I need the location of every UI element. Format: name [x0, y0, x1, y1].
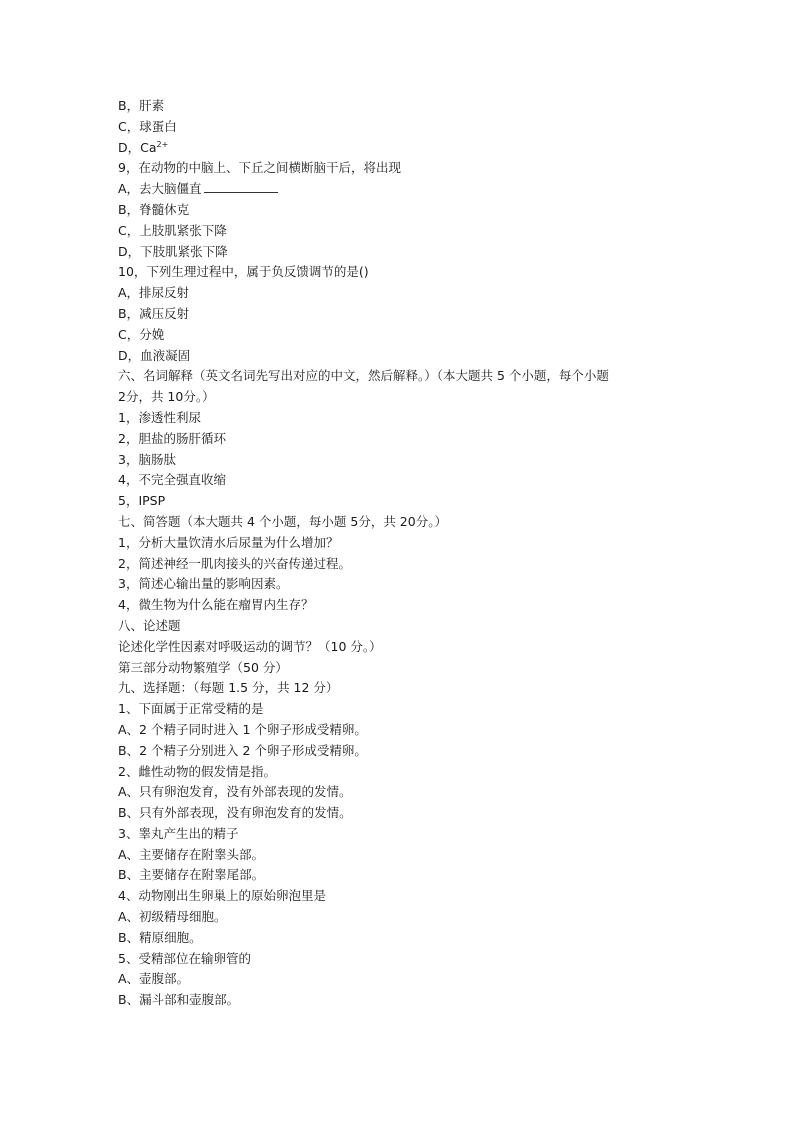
- option-b-heparin: B，肝素: [118, 98, 165, 113]
- part-3-question-5-option-a: A、壶腹部。: [118, 971, 190, 987]
- section-6-item-1: 1，渗透性利尿: [118, 409, 201, 425]
- question-10-option-c: C，分娩: [118, 326, 165, 342]
- answer-blank-line: [204, 180, 278, 193]
- part-3-question-1-option-b: B、2 个精子分别进入 2 个卵子形成受精卵。: [118, 742, 367, 758]
- option-d-calcium-superscript: 2+: [156, 139, 169, 149]
- section-8-heading: 八、论述题: [118, 617, 181, 633]
- part-3-question-3-option-b: B、主要储存在附睾尾部。: [118, 867, 265, 883]
- part-3-question-3: 3、睾丸产生出的精子: [118, 825, 239, 841]
- section-6-heading-line-2: 2分，共 10分。）: [118, 389, 215, 405]
- section-6-item-5: 5，IPSP: [118, 493, 166, 509]
- part-3-question-2-option-a: A、只有卵泡发育，没有外部表现的发情。: [118, 784, 352, 800]
- question-10-option-b: B，减压反射: [118, 305, 190, 321]
- part-3-heading: 第三部分动物繁殖学（50 分）: [118, 659, 288, 675]
- part-3-question-5: 5、受精部位在输卵管的: [118, 950, 251, 966]
- part-3-question-4: 4、动物刚出生卵巢上的原始卵泡里是: [118, 888, 326, 904]
- part-3-question-1: 1、下面属于正常受精的是: [118, 701, 264, 717]
- section-8-question: 论述化学性因素对呼吸运动的调节？（10 分。）: [118, 638, 382, 654]
- question-10: 10，下列生理过程中，属于负反馈调节的是(): [118, 264, 369, 280]
- option-d-calcium-text: D，Ca: [118, 139, 157, 155]
- section-6-item-2: 2，胆盐的肠肝循环: [118, 430, 226, 446]
- question-9-option-a: [118, 179, 678, 200]
- part-3-question-3-option-a: A、主要储存在附睾头部。: [118, 846, 265, 862]
- section-6-item-4: 4，不完全强直收缩: [118, 472, 226, 488]
- question-9-option-c: C，上肢肌紧张下降: [118, 222, 227, 238]
- question-9-option-d: D，下肢肌紧张下降: [118, 243, 228, 259]
- section-7-item-2: 2，简述神经一肌肉接头的兴奋传递过程。: [118, 555, 351, 571]
- part-3-question-2-option-b: B、只有外部表现，没有卵泡发育的发情。: [118, 805, 352, 821]
- section-6-heading-line-1: 六、名词解释（英文名词先写出对应的中文，然后解释。）（本大题共 5 个小题，每个小题: [118, 368, 609, 384]
- document-body: [118, 96, 678, 1011]
- part-3-question-4-option-b: B、精原细胞。: [118, 929, 202, 945]
- question-9-option-a-text: A，去大脑僵直: [118, 181, 202, 197]
- section-7-heading: 七、简答题（本大题共 4 个小题，每小题 5分，共 20分。）: [118, 513, 447, 529]
- section-7-item-3: 3，简述心输出量的影响因素。: [118, 576, 289, 592]
- option-c-globulin: C，球蛋白: [118, 118, 177, 134]
- section-7-item-4: 4，微生物为什么能在瘤胃内生存？: [118, 597, 314, 613]
- part-3-question-5-option-b: B、漏斗部和壶腹部。: [118, 992, 240, 1008]
- option-d-calcium: [118, 138, 678, 159]
- question-10-option-d: D，血液凝固: [118, 347, 191, 363]
- part-3-question-2: 2、雌性动物的假发情是指。: [118, 763, 276, 779]
- part-3-question-1-option-a: A、2 个精子同时进入 1 个卵子形成受精卵。: [118, 721, 367, 737]
- section-9-heading: 九、选择题：（每题 1.5 分，共 12 分）: [118, 680, 339, 696]
- question-9: 9，在动物的中脑上、下丘之间横断脑干后，将出现: [118, 160, 401, 176]
- question-10-option-a: A，排尿反射: [118, 285, 190, 301]
- section-7-item-1: 1，分析大量饮清水后尿量为什么增加？: [118, 534, 339, 550]
- section-6-item-3: 3，脑肠肽: [118, 451, 176, 467]
- question-9-option-b: B，脊髓休克: [118, 201, 190, 217]
- part-3-question-4-option-a: A、初级精母细胞。: [118, 909, 227, 925]
